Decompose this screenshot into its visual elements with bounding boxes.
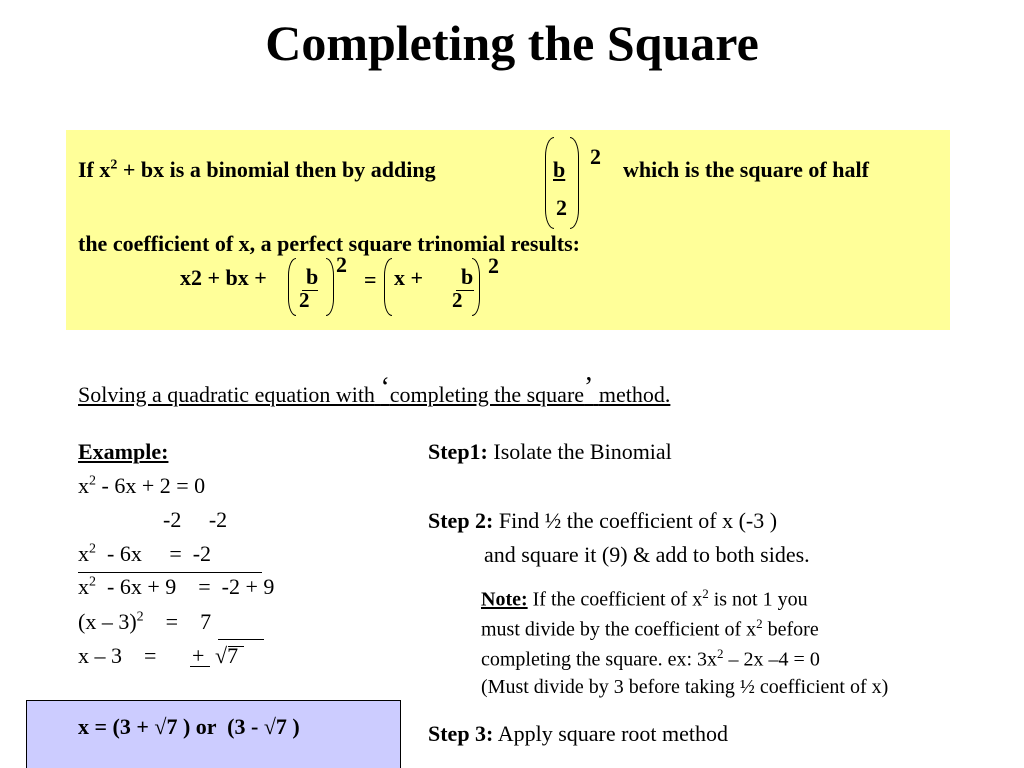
line3-sup: 2	[89, 541, 96, 557]
formula-d2: 2	[452, 288, 463, 312]
step-1	[428, 439, 672, 465]
note2-sup: 2	[756, 616, 763, 631]
right-paren-large	[570, 137, 579, 229]
note-line-4: (Must divide by 3 before taking ½ coefficient of x)	[481, 676, 889, 698]
line3-rest: - 6x = -2	[96, 541, 212, 566]
example-divider-2	[218, 639, 264, 640]
step2-text: Find ½ the coefficient of x (-3 )	[498, 508, 778, 533]
note1-sup: 2	[702, 586, 709, 601]
line1-exponent: 2	[110, 157, 118, 173]
line1-x: x	[78, 473, 89, 498]
formula-e2: 2	[488, 253, 499, 278]
fraction-denominator: 2	[556, 195, 567, 220]
line1-sup: 2	[89, 473, 96, 489]
formula-e1: 2	[336, 252, 347, 277]
step-3	[428, 721, 728, 747]
formula-b2: b	[461, 264, 474, 289]
close-quote: ’	[584, 372, 594, 403]
left-paren-large	[545, 137, 554, 229]
example-heading: Example:	[78, 439, 169, 464]
note2-a: must divide by the coefficient of x	[481, 618, 757, 641]
note2-b: before	[762, 618, 819, 641]
line4-sup: 2	[89, 574, 96, 590]
note1-b: is not 1 you	[708, 588, 808, 611]
right-paren-2	[472, 258, 480, 316]
note1-a: If the coefficient of x	[532, 588, 703, 611]
note3-b: – 2x –4 = 0	[723, 648, 820, 671]
example-line-2: -2 -2	[163, 507, 228, 532]
section-subtitle	[78, 372, 670, 408]
definition-line-2: the coefficient of x, a perfect square trinomial results:	[78, 231, 581, 256]
step2-label: Step 2:	[428, 508, 494, 533]
note-line-3	[481, 646, 820, 672]
line5-left: (x – 3)	[78, 609, 137, 634]
left-paren-1	[288, 258, 296, 316]
step2-continuation: and square it (9) & add to both sides.	[484, 542, 810, 567]
answer-text: x = (3 + √7 ) or (3 - √7 )	[78, 714, 300, 739]
minus-bar	[190, 666, 210, 667]
note-line-2	[481, 616, 819, 642]
line1-prefix: If x	[78, 157, 111, 182]
note-line-1	[481, 586, 808, 612]
subtitle-method: completing the square	[389, 382, 585, 407]
note3-a: completing the square. ex: 3x	[481, 648, 718, 671]
formula-b1: b	[306, 264, 319, 289]
fraction-exponent: 2	[590, 144, 601, 169]
step1-text: Isolate the Binomial	[493, 439, 672, 464]
page-title: Completing the Square	[265, 15, 759, 71]
line1-suffix: which is the square of half	[623, 157, 869, 182]
formula-left: x2 + bx +	[180, 265, 267, 290]
example-line-6-left: x – 3 =	[78, 643, 157, 668]
note3-sup: 2	[717, 646, 724, 661]
example-divider-1	[78, 572, 262, 573]
line5-rest: = 7	[143, 609, 212, 634]
line4-rest: - 6x + 9 = -2 + 9	[96, 574, 275, 599]
plus-minus-sign: +	[192, 643, 205, 668]
example-line-3	[78, 541, 211, 567]
line1-middle: + bx is a binomial then by adding	[122, 157, 436, 182]
formula-x: x +	[394, 265, 424, 290]
step1-label: Step1:	[428, 439, 488, 464]
left-paren-2	[384, 258, 392, 316]
step-2	[428, 508, 777, 534]
subtitle-suffix: method.	[598, 382, 671, 407]
example-line-5	[78, 609, 211, 635]
formula-equals: =	[364, 267, 377, 292]
open-quote: ‘	[380, 372, 390, 403]
root-seven: √7	[215, 643, 239, 668]
fraction-numerator: b	[553, 157, 566, 182]
example-line-4	[78, 574, 274, 600]
root-overline	[228, 646, 244, 647]
line5-sup: 2	[136, 609, 144, 625]
line1-rest: - 6x + 2 = 0	[96, 473, 206, 498]
step3-text: Apply square root method	[497, 721, 729, 746]
right-paren-1	[326, 258, 334, 316]
subtitle-prefix: Solving a quadratic equation with	[78, 382, 375, 407]
step3-label: Step 3:	[428, 721, 494, 746]
line4-x: x	[78, 574, 89, 599]
formula-d1: 2	[299, 288, 310, 312]
line3-x: x	[78, 541, 89, 566]
example-line-1	[78, 473, 205, 499]
note-label: Note:	[481, 588, 528, 611]
definition-line-1	[78, 157, 436, 183]
